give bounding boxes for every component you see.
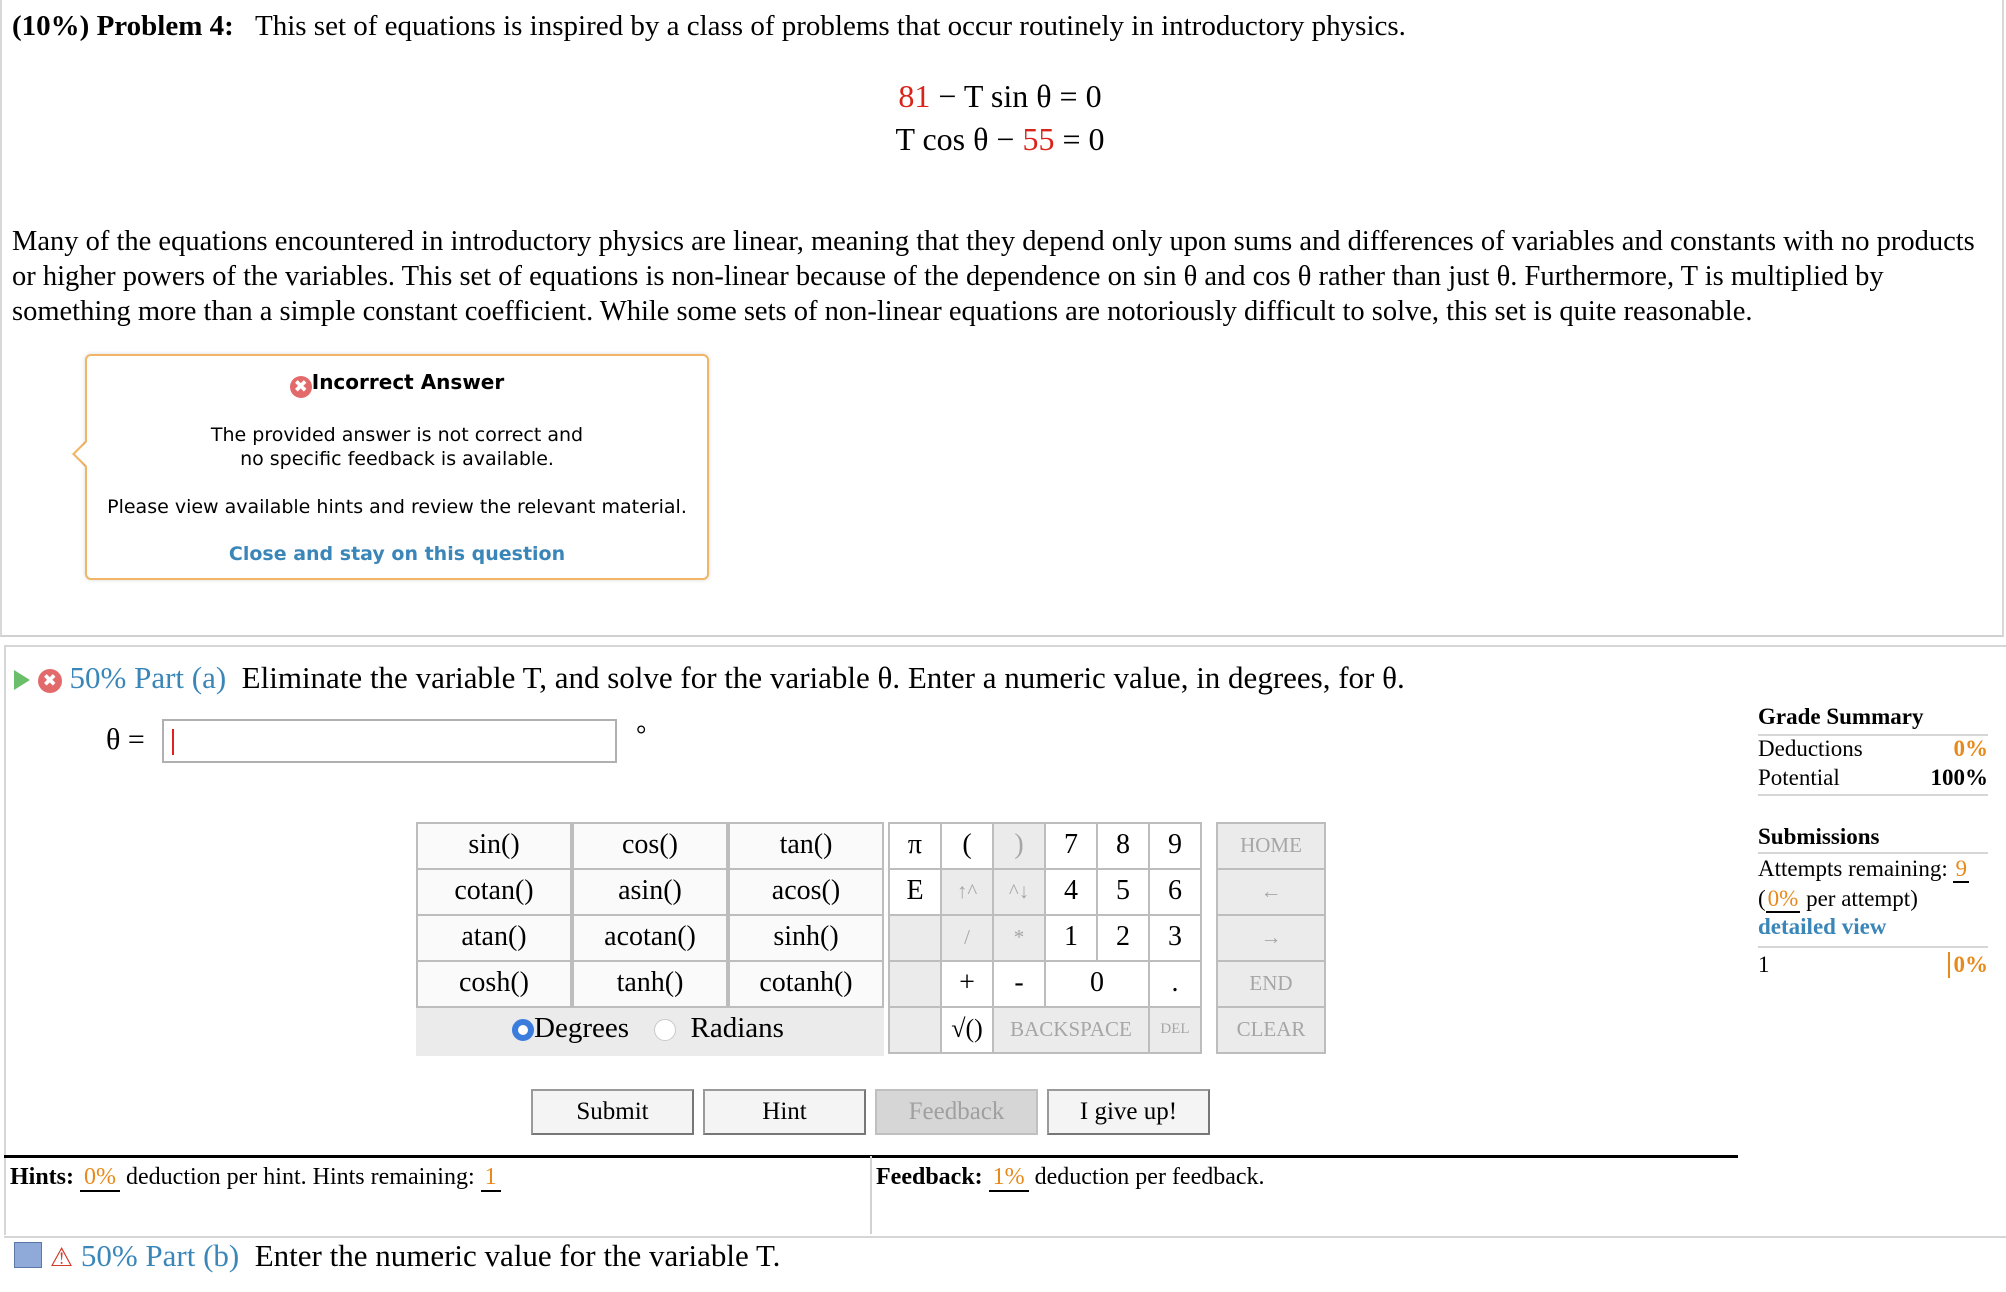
theta-input-label: θ = [106,723,145,756]
per-attempt-value: 0% [1767,886,1799,911]
key-del[interactable]: DEL [1148,1006,1202,1054]
submission-index: 1 [1758,952,1770,977]
problem-weight: (10%) [12,10,90,42]
calculator-icon[interactable] [14,1242,42,1268]
key-superscript-down[interactable]: ^↓ [992,868,1046,916]
key-blank [888,1006,942,1054]
grade-summary-separator [1758,794,1988,824]
warning-icon: ⚠ [49,1243,74,1273]
key-tan[interactable]: tan() [728,822,884,870]
popup-arrow-inner [75,442,87,466]
attempts-value: 9 [1955,856,1967,881]
potential-label: Potential [1758,765,1840,790]
degrees-label: Degrees [534,1012,630,1044]
popup-line-2: no specific feedback is available. [240,448,554,470]
key-6[interactable]: 6 [1148,868,1202,916]
grade-summary-title: Grade Summary [1758,704,1924,729]
submission-score: 0% [1948,952,1989,978]
feedback-label: Feedback: [876,1164,983,1190]
key-pi[interactable]: π [888,822,942,870]
feedback-info [876,1164,1265,1191]
angle-mode-selector [416,1008,884,1056]
deductions-value: 0% [1953,736,1988,761]
key-cosh[interactable]: cosh() [416,960,572,1008]
feedback-text: deduction per feedback. [1034,1164,1265,1190]
feedback-deduction: 1% [989,1164,1029,1192]
attempts-label: Attempts remaining: [1758,856,1948,881]
key-tanh[interactable]: tanh() [572,960,728,1008]
part-a-weight: 50% [69,660,127,695]
theta-answer-input[interactable] [162,719,617,763]
key-sqrt[interactable]: √() [940,1006,994,1054]
key-e[interactable]: E [888,868,942,916]
radians-option[interactable] [654,1012,784,1045]
popup-title-text: Incorrect Answer [311,370,505,394]
hints-text: deduction per hint. Hints remaining: [126,1164,475,1190]
key-sin[interactable]: sin() [416,822,572,870]
popup-title [87,370,707,398]
part-a-prompt: Eliminate the variable T, and solve for the variable θ. Enter a numeric value, in degrees, for θ. [241,660,1405,695]
key-home[interactable]: HOME [1216,822,1326,870]
key-9[interactable]: 9 [1148,822,1202,870]
incorrect-answer-popup [85,354,709,580]
expand-arrow-icon[interactable] [14,670,30,690]
deductions-row [1758,734,1988,765]
key-5[interactable]: 5 [1096,868,1150,916]
degrees-radio[interactable] [512,1019,534,1041]
part-a-header [14,660,1405,696]
per-attempt-label: per attempt) [1806,886,1918,911]
equation-1-rest: − T sin θ = 0 [930,78,1102,114]
key-atan[interactable]: atan() [416,914,572,962]
part-b-weight: 50% [80,1238,138,1273]
key-multiply[interactable]: * [992,914,1046,962]
popup-line-1: The provided answer is not correct and [210,424,584,446]
key-decimal[interactable]: . [1148,960,1202,1008]
per-attempt-row: (0% per attempt) [1758,886,1918,911]
equation-2 [700,121,1300,158]
key-cotanh[interactable]: cotanh() [728,960,884,1008]
potential-value: 100% [1930,765,1988,790]
hints-label: Hints: [10,1164,75,1190]
detailed-view-link[interactable]: detailed view [1758,914,1887,939]
potential-row [1758,765,1988,794]
radians-radio[interactable] [654,1019,676,1041]
incorrect-x-icon: ✖ [38,669,62,693]
key-right-arrow[interactable]: → [1216,914,1326,962]
key-4[interactable]: 4 [1044,868,1098,916]
problem-title [12,10,1406,43]
key-end[interactable]: END [1216,960,1326,1008]
part-b-label: Part (b) [145,1238,240,1273]
key-cos[interactable]: cos() [572,822,728,870]
problem-label: Problem 4: [96,10,234,42]
key-0[interactable]: 0 [1044,960,1150,1008]
key-superscript-up[interactable]: ↑^ [940,868,994,916]
deductions-label: Deductions [1758,736,1863,761]
key-plus[interactable]: + [940,960,994,1008]
key-acotan[interactable]: acotan() [572,914,728,962]
key-1[interactable]: 1 [1044,914,1098,962]
key-3[interactable]: 3 [1148,914,1202,962]
key-2[interactable]: 2 [1096,914,1150,962]
key-blank [888,960,942,1008]
key-clear[interactable]: CLEAR [1216,1006,1326,1054]
hint-button[interactable]: Hint [703,1089,866,1135]
part-b-prompt: Enter the numeric value for the variable T. [254,1238,781,1273]
attempts-row [1758,852,1988,886]
give-up-button[interactable]: I give up! [1047,1089,1210,1135]
key-cotan[interactable]: cotan() [416,868,572,916]
hints-feedback-divider [870,1156,872,1234]
problem-intro: This set of equations is inspired by a class of problems that occur routinely in introductory physics. [255,10,1406,42]
key-blank [888,914,942,962]
key-divide[interactable]: / [940,914,994,962]
key-minus[interactable]: - [992,960,1046,1008]
hints-deduction: 0% [80,1164,120,1192]
equation-1 [700,78,1300,115]
part-b-header [14,1238,780,1274]
error-x-icon: ✖ [290,376,312,398]
feedback-button[interactable]: Feedback [875,1089,1038,1135]
key-acos[interactable]: acos() [728,868,884,916]
key-left-paren[interactable]: ( [940,822,994,870]
hints-info [10,1164,501,1191]
popup-line-3: Please view available hints and review the relevant material. [107,496,687,518]
equation-1-constant: 81 [898,78,931,114]
equation-2-end: = 0 [1054,121,1105,157]
key-7[interactable]: 7 [1044,822,1098,870]
key-asin[interactable]: asin() [572,868,728,916]
key-right-paren[interactable]: ) [992,822,1046,870]
key-8[interactable]: 8 [1096,822,1150,870]
close-and-stay-link[interactable]: Close and stay on this question [228,543,566,565]
part-a-label: Part (a) [134,660,227,695]
radians-label: Radians [690,1012,784,1044]
grade-summary [1758,704,1988,986]
submissions-title: Submissions [1758,824,1880,849]
key-left-arrow[interactable]: ← [1216,868,1326,916]
hints-remaining: 1 [481,1164,501,1192]
equation-2-constant: 55 [1022,121,1055,157]
degree-unit: ° [636,720,647,749]
text-caret [172,729,174,755]
problem-description: Many of the equations encountered in introductory physics are linear, meaning that they depend only upon sums and differences of variables and constants with no products or higher powers of the variables. This set of equations is non-linear because of the dependence on sin θ and cos θ rather than just θ. Furthermore, T is multiplied by something more than a simple constant coefficient. While some sets of non-linear equations are notoriously difficult to solve, this set is quite reasonable. [12,226,1975,327]
submission-history-row [1758,946,1988,986]
key-backspace[interactable]: BACKSPACE [992,1006,1150,1054]
degrees-option[interactable] [512,1012,629,1045]
submit-button[interactable]: Submit [531,1089,694,1135]
key-sinh[interactable]: sinh() [728,914,884,962]
equation-2-start: T cos θ − [895,121,1023,157]
